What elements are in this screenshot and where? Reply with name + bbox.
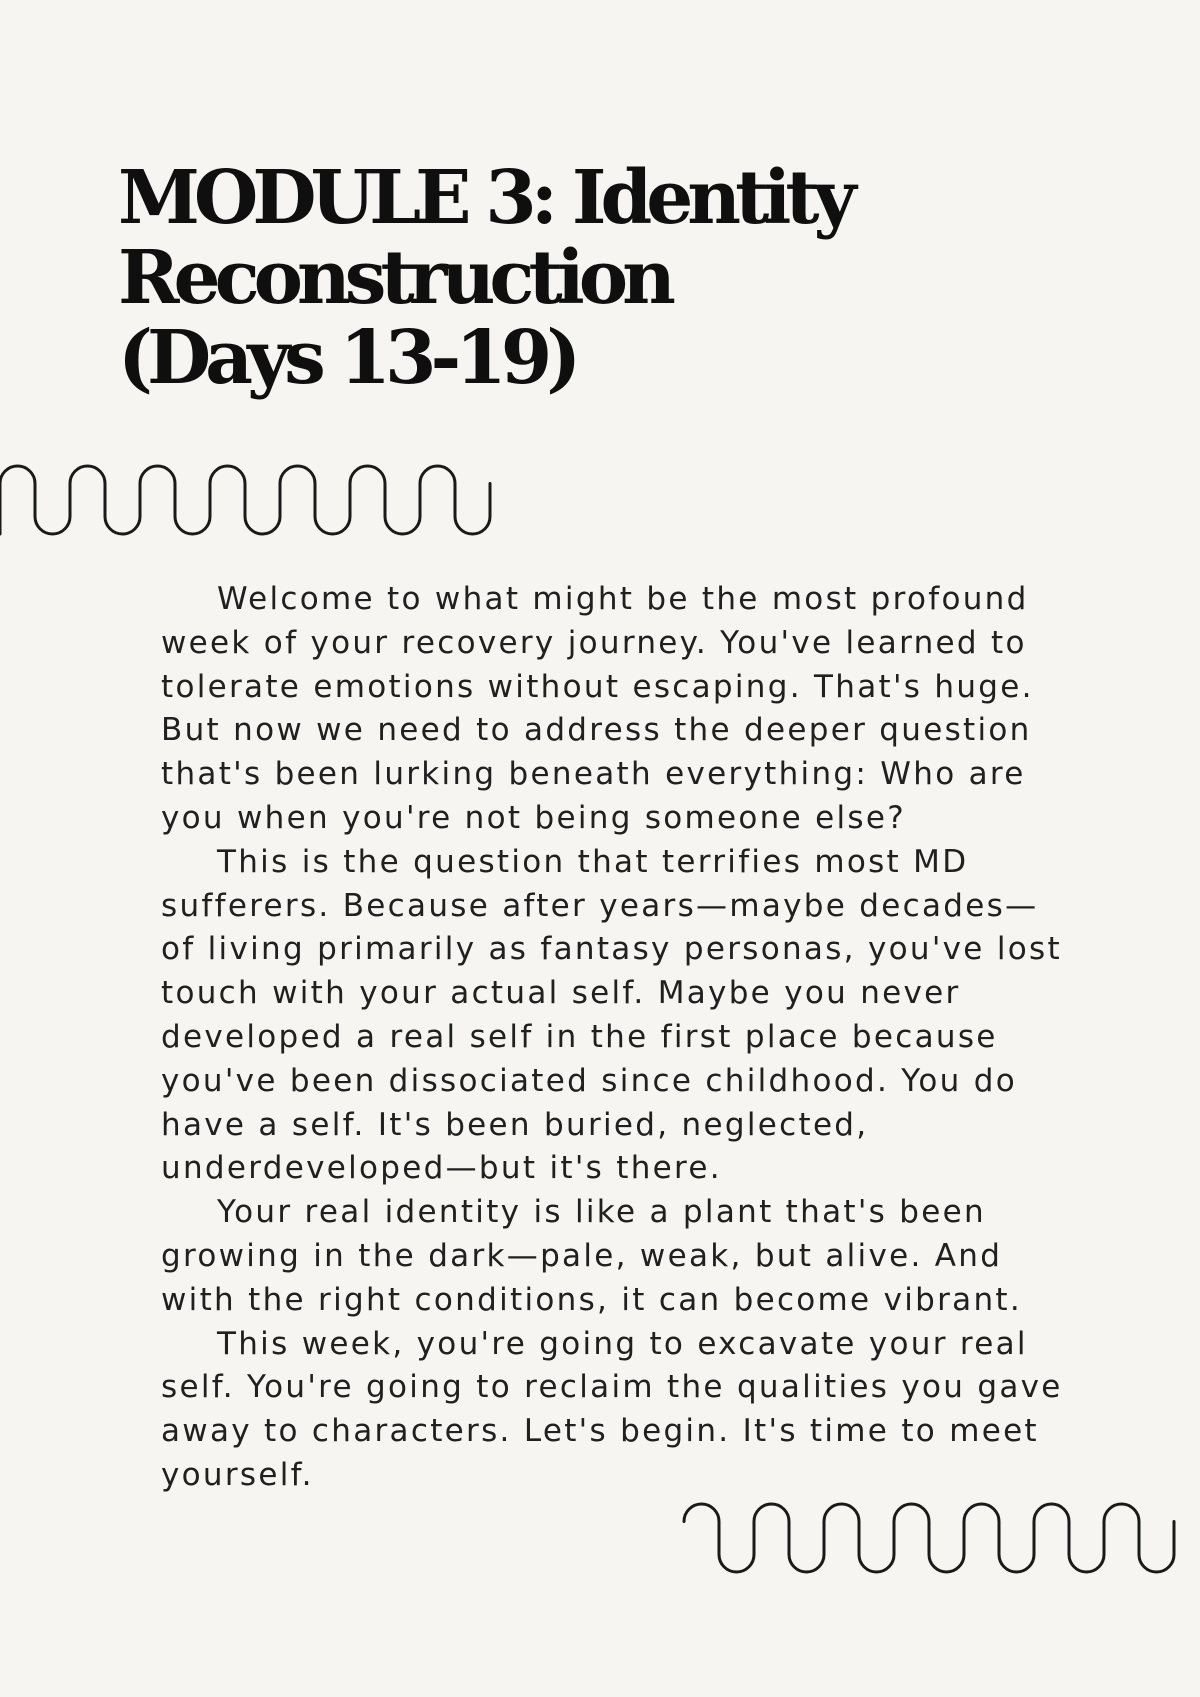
paragraph-2-line-5: developed a real self in the first place because [161, 1018, 998, 1055]
paragraph-1-line-2: week of your recovery journey. You've learned to [161, 624, 1027, 661]
paragraph-1-line-3: tolerate emotions without escaping. That's huge. [161, 668, 1034, 705]
paragraph-3-line-2: growing in the dark—pale, weak, but alive. And [161, 1237, 1003, 1274]
paragraph-2-line-3: of living primarily as fantasy personas, you've lost [161, 931, 1062, 968]
paragraph-1-line-6: you when you're not being someone else? [161, 799, 907, 836]
paragraph-4-line-3: away to characters. Let's begin. It's time to meet [161, 1413, 1039, 1450]
title-line-2: Reconstruction [118, 235, 670, 321]
title-line-1: MODULE 3: Identity [118, 155, 851, 241]
paragraph-2-line-1: This is the question that terrifies most MD [217, 843, 969, 880]
paragraph-3-line-3: with the right conditions, it can become vibrant. [161, 1281, 1023, 1318]
paragraph-2-line-7: have a self. It's been buried, neglected, [161, 1106, 869, 1143]
paragraph-4-line-1: This week, you're going to excavate your real [217, 1325, 1028, 1362]
paragraph-2-line-6: you've been dissociated since childhood. You do [161, 1062, 1018, 1099]
intro-body-text [161, 578, 1061, 1498]
paragraph-2-line-8: underdeveloped—but it's there. [161, 1150, 722, 1187]
paragraph-1-line-5: that's been lurking beneath everything: Who are [161, 756, 1026, 793]
paragraph-4-line-2: self. You're going to reclaim the qualities you gave [161, 1369, 1063, 1406]
wave-squiggle-top-icon [0, 462, 522, 538]
paragraph-2-line-2: sufferers. Because after years—maybe decades— [161, 887, 1039, 924]
paragraph-4-line-4: yourself. [161, 1456, 314, 1493]
wave-squiggle-bottom-icon [680, 1500, 1200, 1576]
module-title [118, 155, 1018, 401]
paragraph-2-line-4: touch with your actual self. Maybe you never [161, 975, 961, 1012]
paragraph-3-line-1: Your real identity is like a plant that's been [217, 1194, 986, 1231]
title-line-3: (Days 13-19) [118, 315, 576, 401]
paragraph-1-line-1: Welcome to what might be the most profound [217, 581, 1029, 617]
paragraph-1-line-4: But now we need to address the deeper question [161, 712, 1032, 749]
